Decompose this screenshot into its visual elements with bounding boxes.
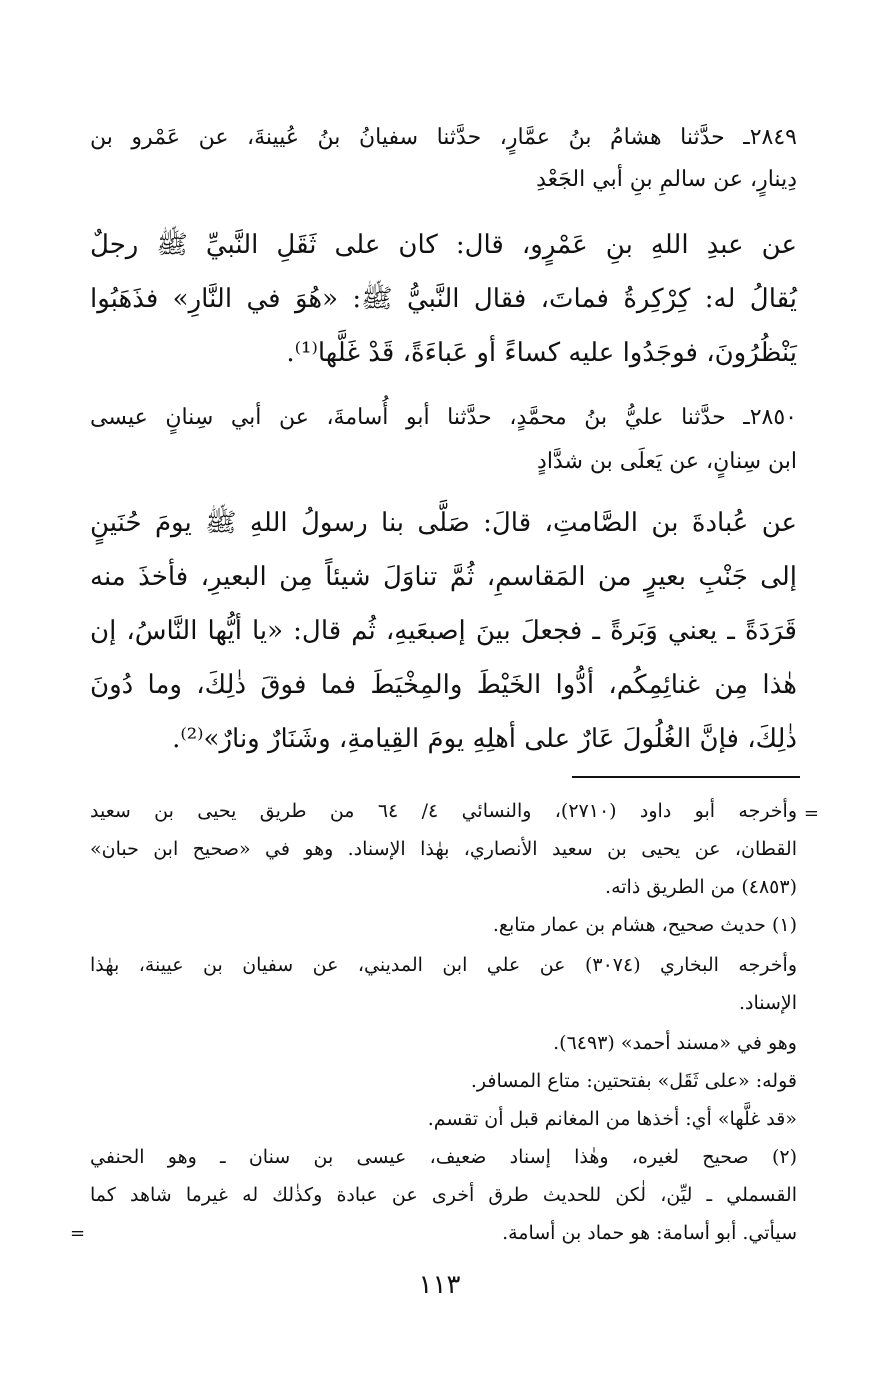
hadith-2850-matn-line-1: عن عُبادةَ بن الصَّامتِ، قالَ: صَلَّى بنا رسولُ اللهِ ﷺ يومَ حُنَينٍ <box>90 508 797 538</box>
footnote-prev-line-3: (٤٨٥٣) من الطريق ذاته. <box>605 876 797 898</box>
hadith-2849-isnad-line-1: ٢٨٤٩ـ حدَّثنا هشامُ بنُ عمَّارٍ، حدَّثنا سفيانُ بنُ عُيينةَ، عن عَمْرو بن <box>90 125 797 150</box>
footnote-2-line-1: (٢) صحيح لغيره، وهٰذا إسناد ضعيف، عيسى بن سنان ـ وهو الحنفي <box>90 1146 797 1168</box>
footnote-1-line-2: وأخرجه البخاري (٣٠٧٤) عن علي ابن المديني، عن سفيان بن عيينة، بهٰذا <box>90 954 797 976</box>
hadith-2850-matn-line-2: إلى جَنْبِ بعيرٍ من المَقاسمِ، ثُمَّ تناوَلَ شيئاً مِن البعيرِ، فأخذَ منه <box>90 562 797 592</box>
footnote-continued-marker-bottom: = <box>70 1223 86 1244</box>
page-number: ١١٣ <box>418 1270 461 1300</box>
hadith-2850-isnad-line-2: ابن سِنانٍ، عن يَعلَى بن شدَّادٍ <box>537 449 797 474</box>
footnote-1-line-6: «قد غلَّها» أي: أخذها من المغانم قبل أن تقسم. <box>427 1108 797 1130</box>
hadith-2849-matn-line-1: عن عبدِ اللهِ بنِ عَمْرٍو، قال: كان على ثَقَلِ النَّبيِّ ﷺ رجلٌ <box>90 230 797 260</box>
footnote-prev-line-1: وأخرجه أبو داود (٢٧١٠)، والنسائي ٤/ ٦٤ من طريق يحيى بن سعيد <box>90 800 798 822</box>
footnote-2-line-2: القسملي ـ ليِّن، لٰكن للحديث طرق أخرى عن عبادة وكذٰلك له غيرما شاهد كما <box>90 1184 797 1206</box>
footnote-prev-line-2: القطان، عن يحيى بن سعيد الأنصاري، بهٰذا الإسناد. وهو في «صحيح ابن حبان» <box>90 838 797 860</box>
footnote-continued-marker-top: = <box>803 803 819 824</box>
hadith-2849-isnad-line-2: دِينارٍ، عن سالمِ بنِ أبي الجَعْدِ <box>536 167 797 192</box>
hadith-2850-matn-line-3: قَرَدَةً ـ يعني وَبَرةً ـ فجعلَ بينَ إصبعَيهِ، ثُم قال: «يا أيُّها النَّاسُ، إن <box>90 616 797 646</box>
hadith-2850-matn-line-5: ذٰلِكَ، فإنَّ الغُلُولَ عَارٌ على أهلِهِ يومَ القِيامةِ، وشَنَارٌ ونارٌ»⁽²⁾. <box>172 724 797 754</box>
footnote-1-line-3: الإسناد. <box>738 992 797 1014</box>
hadith-2849-matn-line-2: يُقالُ له: كِرْكِرةُ فماتَ، فقال النَّبيُّ ﷺ: «هُوَ في النَّارِ» فذَهَبُوا <box>90 284 797 314</box>
footnote-separator-rule <box>572 776 800 778</box>
footnote-1-line-1: (١) حديث صحيح، هشام بن عمار متابع. <box>492 914 797 936</box>
hadith-2849-matn-line-3: يَنْظُرُونَ، فوجَدُوا عليه كساءً أو عَباءَةً، قَدْ غَلَّها⁽¹⁾. <box>286 338 797 368</box>
footnote-2-line-3: سيأتي. أبو أسامة: هو حماد بن أسامة. <box>502 1222 797 1244</box>
hadith-2850-isnad-line-1: ٢٨٥٠ـ حدَّثنا عليُّ بنُ محمَّدٍ، حدَّثنا أبو أُسامةَ، عن أبي سِنانٍ عيسى <box>90 405 797 430</box>
footnote-1-line-4: وهو في «مسند أحمد» (٦٤٩٣). <box>553 1032 797 1054</box>
hadith-2850-matn-line-4: هٰذا مِن غنائِمِكُم، أدُّوا الخَيْطَ والمِخْيَطَ فما فوقَ ذٰلِكَ، وما دُونَ <box>90 670 797 700</box>
footnote-1-line-5: قوله: «على ثَقَل» بفتحتين: متاع المسافر. <box>470 1070 797 1092</box>
